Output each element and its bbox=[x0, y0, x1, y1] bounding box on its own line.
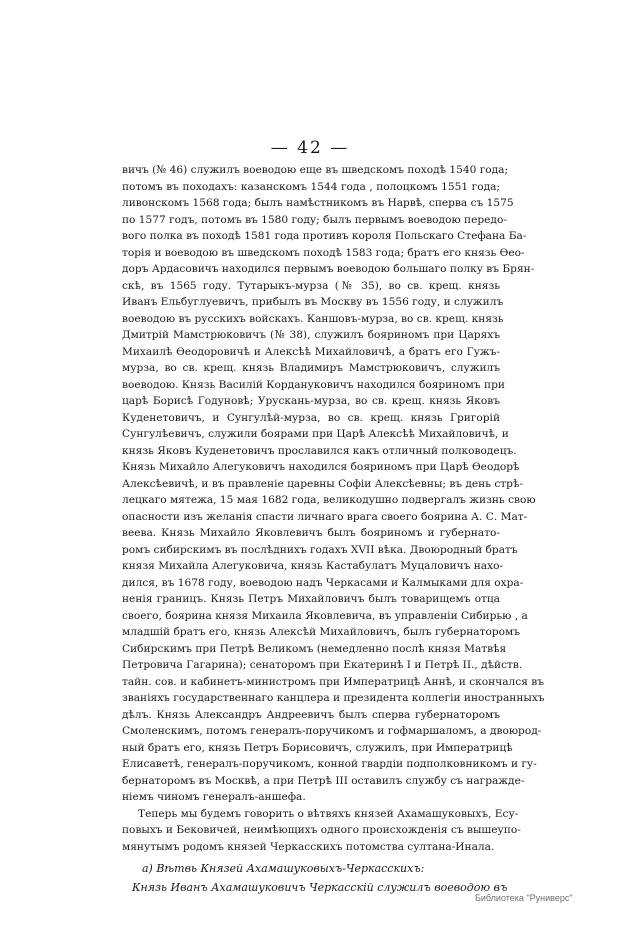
paragraph-1 bbox=[122, 162, 545, 806]
text-line: Князь Михайло Алегуковичъ находился бояриномъ при Царѣ Ѳеодорѣ bbox=[122, 461, 520, 473]
text-line: Теперь мы будемъ говорить о вѣтвяхъ князей Ахамашуковыхъ, Есу- bbox=[138, 807, 519, 820]
text-line: Куденетовичъ, и Сунгулѣй-мурза, во св. крещ. князь Григорій bbox=[122, 411, 500, 424]
page-number: — 42 — bbox=[270, 138, 350, 158]
text-line: ливонскомъ 1568 года; былъ намѣстникомъ въ Нарвѣ, сперва съ 1575 bbox=[122, 197, 514, 209]
text-line: мурза, во св. крещ. князь Владимиръ Мамстрюковичъ, служилъ bbox=[122, 362, 500, 374]
text-line: воеводою въ русскихъ войскахъ. Каншовъ-мурза, во св. крещ. князь bbox=[122, 312, 504, 325]
text-line: торія и воеводою въ шведскомъ походѣ 1583 года; братъ его князь Ѳео- bbox=[122, 246, 525, 259]
text-line: Петровича Гагарина); сенаторомъ при Екатеринѣ I и Петрѣ II., дѣйств. bbox=[122, 659, 523, 671]
text-line: Михаилѣ Ѳеодоровичѣ и Алексѣѣ Михайловичѣ, а братъ его Гужъ- bbox=[122, 345, 500, 358]
library-watermark: Библиотека "Руниверс" bbox=[475, 893, 573, 903]
text-line: Сибирскимъ при Петрѣ Великомъ (немедленно послѣ князя Матвѣя bbox=[122, 642, 507, 655]
paragraph-2 bbox=[122, 806, 521, 856]
text-line: званіяхъ государственнаго канцлера и президента коллегіи иностранныхъ bbox=[122, 692, 545, 704]
text-line: ніемъ чиномъ генералъ-аншефа. bbox=[122, 791, 306, 803]
text-line: Алексѣевичѣ, и въ правленіе царевны Софіи Алексѣевны; въ день стрѣ- bbox=[122, 477, 523, 490]
text-line: ный братъ его, князь Петръ Борисовичъ, служилъ, при Императрицѣ bbox=[122, 741, 513, 754]
text-line: вого полка въ походѣ 1581 года противъ короля Польскаго Стефана Ба- bbox=[122, 230, 527, 242]
text-line: князь Яковъ Куденетовичъ прославился какъ отличный полководецъ. bbox=[122, 444, 517, 457]
text-line: своего, боярина князя Михаила Яковлевича, въ управленіи Сибирью , а bbox=[122, 609, 528, 622]
text-line: скѣ, въ 1565 году. Тутарыкъ-мурза (№ 35), во св. крещ. князь bbox=[122, 279, 500, 292]
text-line: ненія границъ. Князь Петръ Михайловичъ былъ товарищемъ отца bbox=[122, 593, 500, 605]
text-line: лецкаго мятежа, 15 мая 1682 года, великодушно подвергалъ жизнь свою bbox=[122, 494, 536, 506]
text-line: Смоленскимъ, потомъ генералъ-поручикомъ и гофмаршаломъ, а двоюрод- bbox=[122, 725, 542, 737]
text-line: Сунгулѣевичъ, служили боярами при Царѣ Алексѣѣ Михайловичѣ, и bbox=[122, 428, 509, 440]
text-line: тайн. сов. и кабинетъ-министромъ при Императрицѣ Аннѣ, и скончался въ bbox=[122, 675, 544, 688]
text-line: по 1577 годъ, потомъ въ 1580 году; былъ первымъ воеводою передо- bbox=[122, 213, 507, 226]
text-line: доръ Ардасовичъ находился первымъ воеводою большаго полку въ Брян- bbox=[122, 263, 535, 275]
main-text bbox=[122, 162, 545, 896]
text-line: Иванъ Ельбуглуевичъ, прибылъ въ Москву въ 1556 году, и служилъ bbox=[122, 296, 504, 308]
text-line: ромъ сибирскимъ въ послѣднихъ годахъ XVII вѣка. Двоюродный братъ bbox=[122, 543, 518, 556]
text-line: дился, въ 1678 году, воеводою надъ Черкасами и Калмыками для охра- bbox=[122, 576, 524, 589]
text-line: опасности изъ желанія спасти личнаго врага своего боярина А. С. Мат- bbox=[122, 510, 528, 523]
text-line: бернаторомъ въ Москвѣ, а при Петрѣ III оставилъ службу съ награжде- bbox=[122, 774, 525, 787]
text-line: потомъ въ походахъ: казанскомъ 1544 года , полоцкомъ 1551 года; bbox=[122, 180, 500, 193]
text-line: повыхъ и Бековичей, неимѣющихъ одного происхожденія съ вышеупо- bbox=[122, 824, 521, 836]
text-line: Дмитрій Мамстрюковичъ (№ 38), служилъ бояриномъ при Царяхъ bbox=[122, 329, 500, 341]
text-line: вичъ (№ 46) служилъ воеводою еще въ шведскомъ походѣ 1540 года; bbox=[122, 164, 509, 176]
text-line: воеводою. Князь Василій Кордануковичъ находился бояриномъ при bbox=[122, 378, 505, 391]
text-line: царѣ Борисѣ Годуновѣ; Урускань-мурза, во св. крещ. князь Яковъ bbox=[122, 395, 500, 407]
text-line: младшій братъ его, князь Алексѣй Михайловичъ, былъ губернаторомъ bbox=[122, 626, 521, 638]
text-line: мянутымъ родомъ князей Черкасскихъ потомства султана-Инала. bbox=[122, 840, 495, 853]
section-heading: а) Вѣтвь Князей Ахамашуковыхъ-Черкасскихъ: bbox=[142, 862, 425, 875]
text-line: Елисаветѣ, генералъ-поручикомъ, конной гвардіи подполковникомъ и гу- bbox=[122, 758, 537, 770]
closing-line: Князь Иванъ Ахамашуковичъ Черкасскій служилъ воеводою въ bbox=[132, 880, 508, 894]
text-line: князя Михайла Алегуковича, князь Кастабулатъ Муцаловичъ нахо- bbox=[122, 560, 504, 572]
text-line: дѣлъ. Князь Александръ Андреевичъ былъ сперва губернаторомъ bbox=[122, 708, 500, 721]
text-line: веева. Князь Михайло Яковлевичъ былъ бояриномъ и губернато- bbox=[122, 527, 500, 539]
